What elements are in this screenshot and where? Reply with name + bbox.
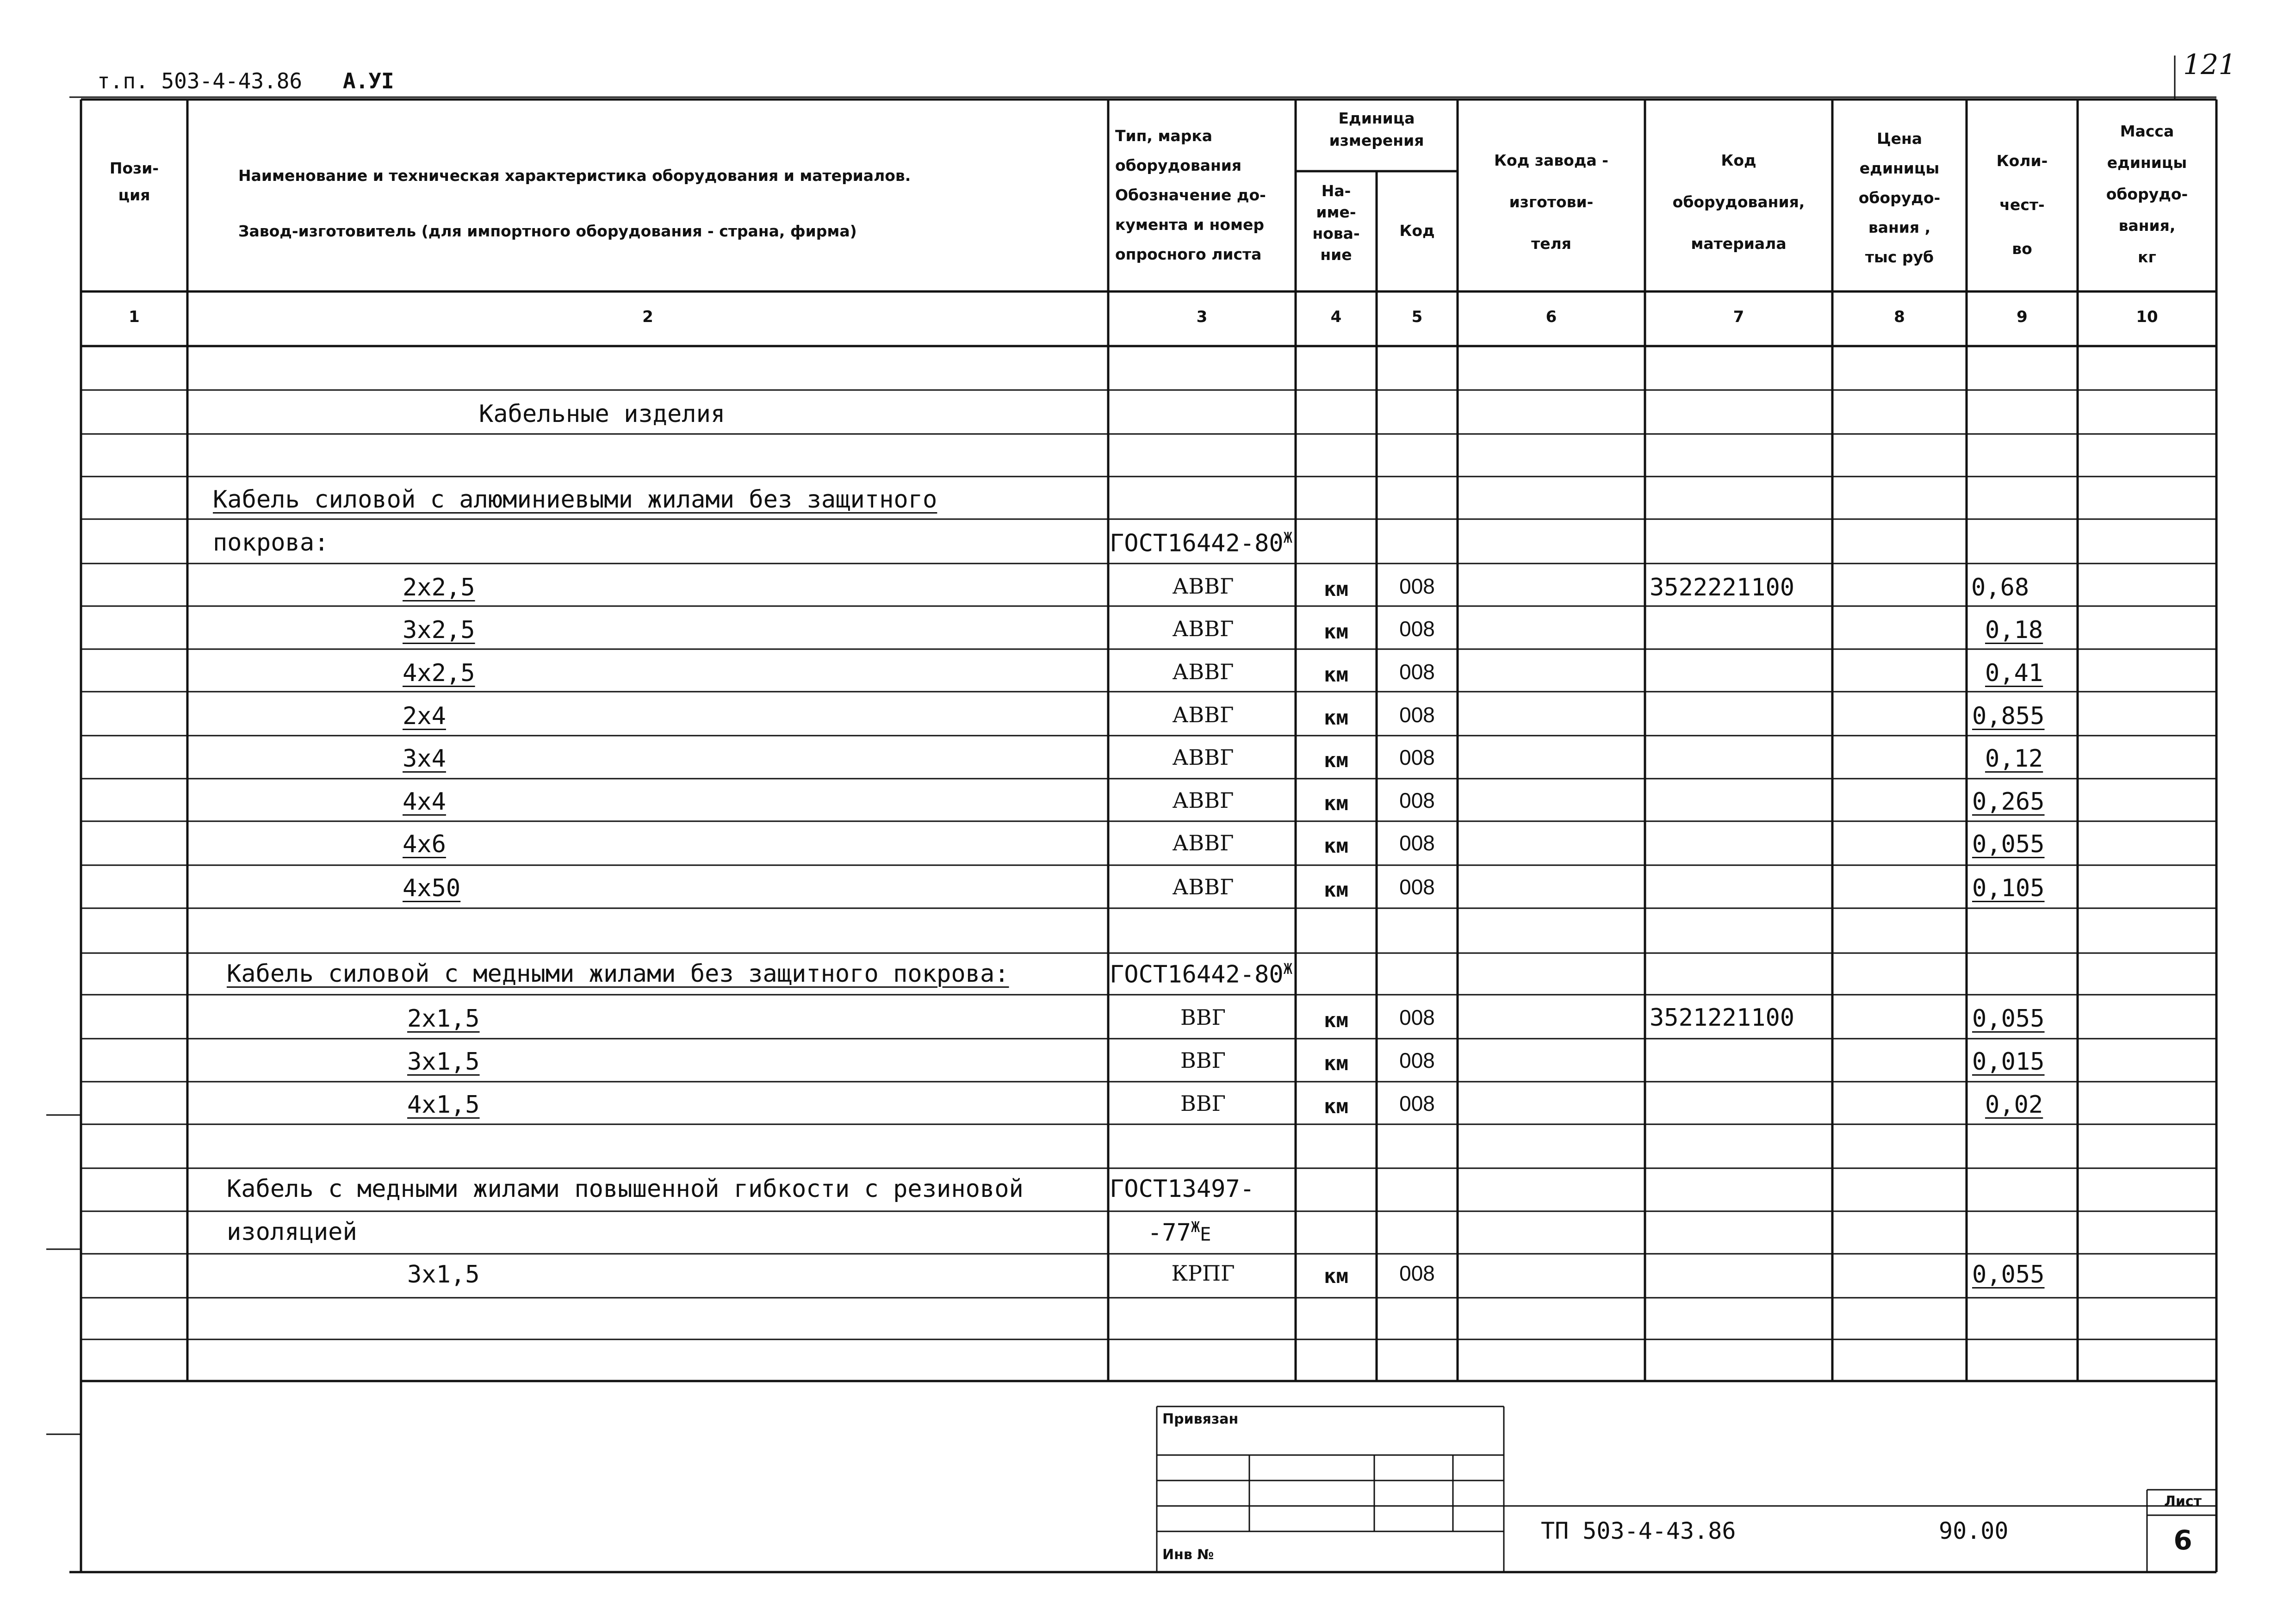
header-equipment-line3: материала bbox=[1691, 235, 1787, 253]
doc-ref-number: т.п. 503-4-43.86 bbox=[97, 68, 303, 93]
item-unit-code: 008 bbox=[1399, 788, 1435, 812]
header-description-line1: Наименование и техническая характеристика оборудования и материалов. bbox=[238, 167, 911, 185]
group3-standard-line2-text: -77 bbox=[1148, 1219, 1191, 1247]
item-unit: км bbox=[1324, 878, 1348, 902]
header-type-line1: Тип, марка bbox=[1115, 127, 1212, 145]
header-unit-name bbox=[1298, 180, 1374, 266]
col-number-7: 7 bbox=[1733, 308, 1744, 326]
header-unit-name-line1: На- bbox=[1321, 182, 1351, 200]
item-quantity: 0,265 bbox=[1972, 788, 2045, 816]
item-size: 4х6 bbox=[403, 830, 446, 858]
group3-title-line2: изоляцией bbox=[227, 1218, 357, 1246]
title-doc-code: ТП 503-4-43.86 bbox=[1541, 1518, 1736, 1544]
item-size: 4х2,5 bbox=[403, 659, 475, 687]
doc-reference bbox=[97, 68, 394, 93]
item-mark: КРПГ bbox=[1171, 1261, 1235, 1286]
header-factory-line3: теля bbox=[1531, 235, 1571, 253]
item-unit: км bbox=[1324, 1264, 1348, 1288]
group1-standard-sup: Ж bbox=[1283, 529, 1292, 546]
item-quantity: 0,055 bbox=[1972, 1005, 2045, 1033]
item-unit: км bbox=[1324, 1009, 1348, 1032]
group2-standard-sup: Ж bbox=[1283, 960, 1292, 978]
header-quantity-line3: во bbox=[2012, 240, 2032, 258]
section-title: Кабельные изделия bbox=[479, 400, 726, 428]
item-quantity: 0,12 bbox=[1985, 745, 2043, 773]
header-price-line3: оборудо- bbox=[1858, 189, 1941, 207]
item-mark: ВВГ bbox=[1180, 1048, 1226, 1073]
header-unit-line1: Единица bbox=[1338, 109, 1415, 127]
header-position-line2: ция bbox=[118, 186, 150, 204]
item-unit-code: 008 bbox=[1399, 1005, 1435, 1029]
header-mass-line3: оборудо- bbox=[2106, 185, 2188, 203]
item-mark: АВВГ bbox=[1172, 788, 1234, 813]
sheet-label: Лист bbox=[2164, 1493, 2202, 1510]
header-mass bbox=[2080, 116, 2214, 273]
header-position-line1: Пози- bbox=[109, 159, 159, 177]
item-unit: км bbox=[1324, 620, 1348, 644]
header-position bbox=[83, 155, 185, 209]
item-quantity: 0,18 bbox=[1985, 616, 2043, 644]
header-unit-name-line3: нова- bbox=[1312, 224, 1360, 242]
item-mark: ВВГ bbox=[1180, 1005, 1226, 1030]
col-number-5: 5 bbox=[1411, 308, 1423, 326]
sheet-number: 6 bbox=[2173, 1524, 2192, 1556]
header-price-line2: единицы bbox=[1859, 159, 1940, 177]
item-mark: ВВГ bbox=[1180, 1091, 1226, 1116]
item-unit: км bbox=[1324, 792, 1348, 815]
header-factory-code bbox=[1460, 140, 1643, 265]
group1-title-line1: Кабель силовой с алюминиевыми жилами без защитного bbox=[213, 486, 937, 514]
header-unit-code: Код bbox=[1399, 222, 1435, 240]
header-price-line1: Цена bbox=[1876, 130, 1923, 148]
col-number-2: 2 bbox=[642, 308, 653, 326]
item-mark: АВВГ bbox=[1172, 830, 1234, 855]
title-section-code: 90.00 bbox=[1939, 1518, 2009, 1544]
col-number-9: 9 bbox=[2017, 308, 2028, 326]
item-mark: АВВГ bbox=[1172, 574, 1234, 599]
group1-standard bbox=[1110, 529, 1292, 557]
header-equipment-code bbox=[1647, 140, 1830, 265]
item-size: 2х4 bbox=[403, 702, 446, 730]
header-type-mark bbox=[1111, 121, 1298, 269]
handwritten-page-number: 121 bbox=[2183, 49, 2236, 81]
item-size: 3х4 bbox=[403, 745, 446, 773]
header-type-line3: Обозначение до- bbox=[1115, 186, 1266, 204]
header-equipment-line1: Код bbox=[1721, 151, 1756, 169]
header-unit-group bbox=[1298, 107, 1455, 152]
item-unit-code: 008 bbox=[1399, 1048, 1435, 1072]
item-unit: км bbox=[1324, 749, 1348, 772]
header-mass-line2: единицы bbox=[2107, 154, 2187, 172]
item-quantity: 0,015 bbox=[1972, 1048, 2045, 1076]
header-price bbox=[1835, 124, 1964, 272]
header-factory-line1: Код завода - bbox=[1494, 151, 1608, 169]
header-unit-name-line4: ние bbox=[1320, 246, 1352, 264]
header-equipment-line2: оборудования, bbox=[1672, 193, 1805, 211]
item-quantity: 0,41 bbox=[1985, 659, 2043, 687]
group1-equipment-code: 3522221100 bbox=[1650, 574, 1795, 601]
header-unit-line2: измерения bbox=[1329, 131, 1424, 149]
item-quantity: 0,055 bbox=[1972, 830, 2045, 858]
item-mark: АВВГ bbox=[1172, 874, 1234, 899]
group2-standard-text: ГОСТ16442-80 bbox=[1110, 960, 1284, 989]
header-price-line4: вания , bbox=[1868, 218, 1931, 236]
group1-standard-text: ГОСТ16442-80 bbox=[1110, 529, 1284, 558]
item-unit-code: 008 bbox=[1399, 745, 1435, 769]
item-mark: АВВГ bbox=[1172, 745, 1234, 770]
group1-title-line2: покрова: bbox=[213, 529, 329, 557]
item-quantity: 0,68 bbox=[1971, 574, 2029, 601]
item-unit: км bbox=[1324, 577, 1348, 601]
item-size: 2х2,5 bbox=[403, 574, 475, 601]
header-unit-name-line2: име- bbox=[1316, 203, 1356, 221]
item-size: 2х1,5 bbox=[407, 1005, 480, 1033]
header-mass-line4: вания, bbox=[2118, 217, 2176, 235]
item-unit: км bbox=[1324, 834, 1348, 858]
item-unit: км bbox=[1324, 663, 1348, 687]
item-unit-code: 008 bbox=[1399, 1261, 1435, 1285]
stamp-attached-label: Привязан bbox=[1162, 1411, 1239, 1427]
item-unit: км bbox=[1324, 1052, 1348, 1075]
item-size: 4х4 bbox=[403, 788, 446, 816]
col-number-1: 1 bbox=[129, 308, 140, 326]
item-unit-code: 008 bbox=[1399, 703, 1435, 727]
header-quantity-line1: Коли- bbox=[1996, 152, 2048, 170]
item-unit-code: 008 bbox=[1399, 574, 1435, 598]
col-number-6: 6 bbox=[1545, 308, 1557, 326]
header-type-line2: оборудования bbox=[1115, 156, 1242, 174]
item-quantity: 0,055 bbox=[1972, 1261, 2045, 1288]
item-unit-code: 008 bbox=[1399, 617, 1435, 641]
item-size: 4х50 bbox=[403, 874, 461, 902]
item-mark: АВВГ bbox=[1172, 616, 1234, 641]
item-unit-code: 008 bbox=[1399, 831, 1435, 855]
group3-standard-line2 bbox=[1148, 1218, 1211, 1246]
group3-title-line1: Кабель с медными жилами повышенной гибкости с резиновой bbox=[227, 1175, 1024, 1203]
header-factory-line2: изготови- bbox=[1509, 193, 1594, 211]
item-unit-code: 008 bbox=[1399, 875, 1435, 899]
item-mark: АВВГ bbox=[1172, 702, 1234, 727]
group3-standard-line2-sup: Ж bbox=[1191, 1218, 1200, 1236]
item-unit-code: 008 bbox=[1399, 1091, 1435, 1115]
group2-equipment-code: 3521221100 bbox=[1650, 1004, 1795, 1032]
item-size: 3х1,5 bbox=[407, 1261, 480, 1288]
item-unit: км bbox=[1324, 706, 1348, 730]
col-number-4: 4 bbox=[1330, 308, 1342, 326]
col-number-3: 3 bbox=[1196, 308, 1208, 326]
item-mark: АВВГ bbox=[1172, 659, 1234, 684]
item-unit-code: 008 bbox=[1399, 660, 1435, 684]
group2-title-line1: Кабель силовой с медными жилами без защитного покрова: bbox=[227, 960, 1009, 988]
item-quantity: 0,02 bbox=[1985, 1091, 2043, 1119]
album-code: А.УI bbox=[342, 68, 394, 93]
stamp-inventory-label: Инв № bbox=[1162, 1547, 1214, 1563]
item-unit: км bbox=[1324, 1095, 1348, 1118]
header-price-line5: тыс руб bbox=[1865, 248, 1934, 266]
item-size: 3х2,5 bbox=[403, 616, 475, 644]
col-number-8: 8 bbox=[1894, 308, 1905, 326]
header-type-line5: опросного листа bbox=[1115, 245, 1262, 263]
header-type-line4: кумента и номер bbox=[1115, 216, 1265, 234]
group2-standard bbox=[1110, 960, 1292, 988]
group3-standard-line2-suffix: Е bbox=[1200, 1224, 1211, 1245]
header-quantity bbox=[1969, 139, 2075, 271]
item-size: 4х1,5 bbox=[407, 1091, 480, 1119]
item-quantity: 0,855 bbox=[1972, 702, 2045, 730]
header-mass-line1: Масса bbox=[2120, 122, 2174, 140]
header-description bbox=[192, 148, 1108, 259]
item-quantity: 0,105 bbox=[1972, 874, 2045, 902]
group3-standard-line1: ГОСТ13497- bbox=[1110, 1175, 1255, 1203]
col-number-10: 10 bbox=[2136, 308, 2158, 326]
item-size: 3х1,5 bbox=[407, 1048, 480, 1076]
header-quantity-line2: чест- bbox=[1999, 196, 2045, 214]
header-mass-line5: кг bbox=[2138, 248, 2156, 266]
header-description-line2: Завод-изготовитель (для импортного оборудования - страна, фирма) bbox=[238, 222, 857, 240]
